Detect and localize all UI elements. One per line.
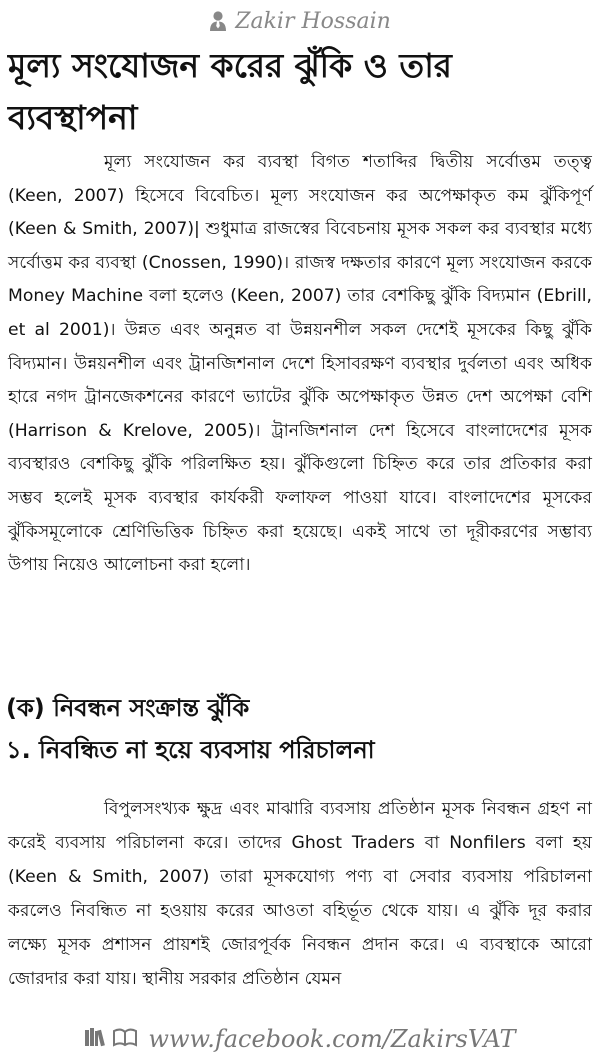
page-footer — [0, 1022, 600, 1056]
section-heading-registration-risk: (ক) নিবন্ধন সংক্রান্ত ঝুঁকি — [6, 694, 250, 722]
footer-url: www.facebook.com/ZakirsVAT — [148, 1025, 516, 1053]
books-icon — [84, 1025, 108, 1053]
author-name: Zakir Hossain — [235, 8, 391, 34]
page-header — [0, 6, 600, 36]
subsection-heading-unregistered-business: ১. নিবন্ধিত না হয়ে ব্যবসায় পরিচালনা — [6, 736, 375, 764]
open-book-icon — [112, 1025, 138, 1053]
subsection-paragraph: বিপুলসংখ্যক ক্ষুদ্র এবং মাঝারি ব্যবসায় প্রতিষ্ঠান মূসক নিবন্ধন গ্রহণ না করেই ব্যবসায় পরিচালনা করে। তাদের Ghost Traders বা Nonfilers বলা হয় (Keen & Smith, 2007) তারা মূসকযোগ্য পণ্য বা সেবার ব্যবসায় পরিচালনা করলেও নিবন্ধিত না হওয়ায় করের আওতা বহির্ভূত থেকে যায়। এ ঝুঁকি দূর করার লক্ষ্যে মূসক প্রশাসন প্রায়শই জোরপূর্বক নিবন্ধন প্রদান করে। এ ব্যবস্থাকে আরো জোরদার করা যায়। স্থানীয় সরকার প্রতিষ্ঠান যেমন — [8, 799, 592, 989]
person-icon — [209, 10, 227, 32]
footer-icons — [84, 1025, 138, 1053]
page-title: মূল্য সংযোজন করের ঝুঁকি ও তার ব্যবস্থাপনা — [8, 46, 452, 137]
intro-paragraph: মূল্য সংযোজন কর ব্যবস্থা বিগত শতাব্দির দ্বিতীয় সর্বোত্তম তত্ত্ব (Keen, 2007) হিসেবে বিবেচিত। মূল্য সংযোজন কর অপেক্ষাকৃত কম ঝুঁকিপূর্ণ (Keen & Smith, 2007)| শুধুমাত্র রাজস্বের বিবেচনায় মূসক সকল কর ব্যবস্থার মধ্যে সর্বোত্তম কর ব্যবস্থা (Cnossen, 1990)। রাজস্ব দক্ষতার কারণে মূল্য সংযোজন করকে Money Machine বলা হলেও (Keen, 2007) তার বেশকিছু ঝুঁকি বিদ্যমান (Ebrill, et al 2001)। উন্নত এবং অনুন্নত বা উন্নয়নশীল সকল দেশেই মূসকের কিছু ঝুঁকি বিদ্যমান। উন্নয়নশীল এবং ট্রানজিশনাল দেশে হিসাবরক্ষণ ব্যবস্থার দুর্বলতা এবং অধিক হারে নগদ ট্রানজেকশনের কারণে ভ্যাটের ঝুঁকি অপেক্ষাকৃত উন্নত দেশ অপেক্ষা বেশি (Harrison & Krelove, 2005)। ট্রানজিশনাল দেশ হিসেবে বাংলাদেশের মূসক ব্যবস্থারও বেশকিছু ঝুঁকি পরিলক্ষিত হয়। ঝুঁকিগুলো চিহ্নিত করে তার প্রতিকার করা সম্ভব হলেই মূসক ব্যবস্থার কার্যকরী ফলাফল পাওয়া যাবে। বাংলাদেশের মূসকের ঝুঁকিসমূলোকে শ্রেণিভিত্তিক চিহ্নিত করা হয়েছে। একই সাথে তা দূরীকরণের সম্ভাব্য উপায় নিয়েও আলোচনা করা হলো। — [8, 152, 592, 576]
